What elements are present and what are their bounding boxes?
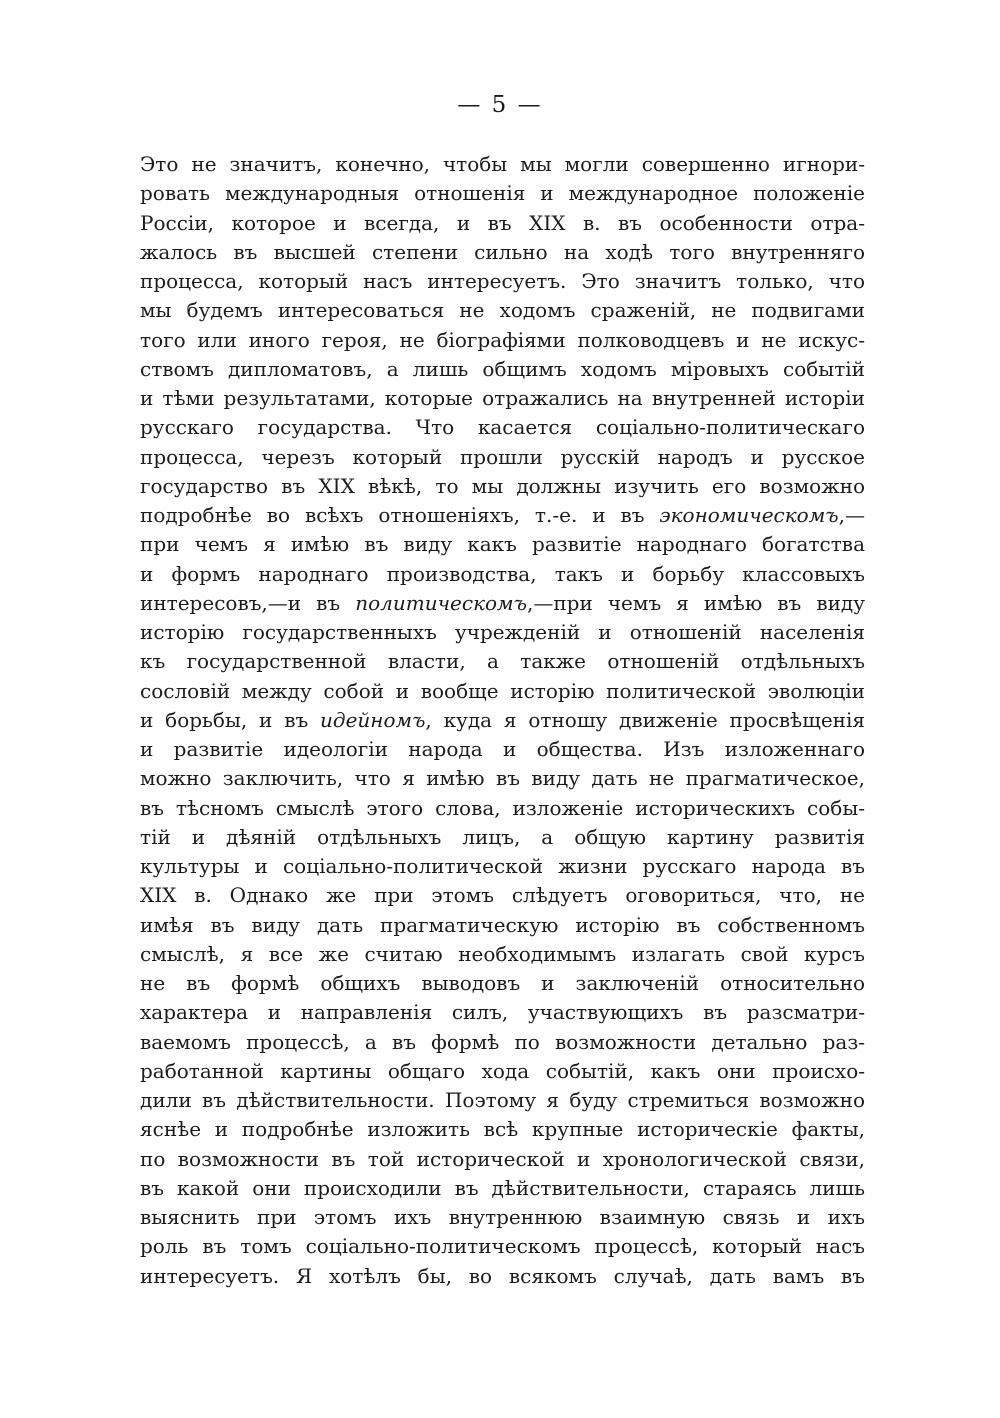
text-line: ваемомъ процессѣ, а въ формѣ по возможности детально раз-: [140, 1029, 865, 1054]
text-line: и развитіе идеологіи народа и общества. Изъ изложеннаго: [140, 737, 865, 761]
text-line: XIX в. Однако же при этомъ слѣдуетъ оговориться, что, не: [140, 883, 865, 908]
body-text: [140, 150, 865, 1291]
text-line: интересуетъ. Я хотѣлъ бы, во всякомъ случаѣ, дать вамъ въ: [140, 1263, 865, 1288]
text-line: русскаго государства. Что касается соціально-политическаго: [140, 415, 865, 440]
text-line: ствомъ дипломатовъ, а лишь общимъ ходомъ міровыхъ событій: [140, 356, 865, 381]
text-line: къ государственной власти, а также отношеній отдѣльныхъ: [140, 649, 865, 674]
emphasis-economic: экономическомъ: [659, 503, 839, 527]
page-number: — 5 —: [457, 92, 543, 118]
text-line: и тѣми результатами, которые отражались на внутренней исторіи: [140, 386, 865, 410]
text-line: ровать международныя отношенія и международное положеніе: [140, 181, 865, 206]
text-line: того или иного героя, не біографіями полководцевъ и не искус-: [140, 327, 865, 352]
emphasis-political: политическомъ: [355, 590, 527, 615]
text-line: Россіи, которое и всегда, и въ XIX в. въ особенности отра-: [140, 210, 865, 235]
text-line: дили въ дѣйствительности. Поэтому я буду стремиться возможно: [140, 1088, 865, 1112]
text-line: не въ формѣ общихъ выводовъ и заключеній относительно: [140, 971, 865, 995]
text-line: подробнѣе во всѣхъ отношеніяхъ, т.-е. и въ экономическомъ,—: [140, 503, 865, 527]
text-line: по возможности въ той исторической и хронологической связи,: [140, 1146, 865, 1171]
text-line: имѣя въ виду дать прагматическую исторію въ собственномъ: [140, 912, 865, 937]
text-line: сословій между собой и вообще исторію политической эволюціи: [140, 678, 865, 703]
text-line: при чемъ я имѣю въ виду какъ развитіе народнаго богатства: [140, 532, 865, 557]
text-line: можно заключить, что я имѣю въ виду дать не прагматическое,: [140, 766, 865, 791]
text-line: выяснить при этомъ ихъ внутреннюю взаимную связь и ихъ: [140, 1205, 865, 1229]
emphasis-ideological: идейномъ: [320, 707, 426, 732]
text-line: культуры и соціально-политической жизни русскаго народа въ: [140, 854, 865, 878]
text-line: характера и направленія силъ, участвующихъ въ разсматри-: [140, 1000, 865, 1025]
text-line: государство въ XIX вѣкѣ, то мы должны изучить его возможно: [140, 473, 865, 498]
text-line: жалось въ высшей степени сильно на ходѣ того внутренняго: [140, 239, 865, 264]
text-line: интересовъ,—и въ политическомъ,—при чемъ я имѣю въ виду: [140, 590, 865, 615]
text-line: мы будемъ интересоваться не ходомъ сраженій, не подвигами: [140, 298, 865, 323]
text-line: процесса, черезъ который прошли русскій народъ и русское: [140, 444, 865, 469]
text-line: въ какой они происходили въ дѣйствительности, стараясь лишь: [140, 1175, 865, 1200]
text-line: роль въ томъ соціально-политическомъ процессѣ, который насъ: [140, 1234, 865, 1259]
text-line: и борьбы, и въ идейномъ, куда я отношу движеніе просвѣщенія: [140, 707, 865, 732]
text-line: тій и дѣяній отдѣльныхъ лицъ, а общую картину развитія: [140, 824, 865, 849]
text-line: процесса, который насъ интересуетъ. Это значитъ только, что: [140, 269, 865, 293]
text-line: яснѣе и подробнѣе изложить всѣ крупные историческіе факты,: [140, 1117, 865, 1142]
text-line: работанной картины общаго хода событій, какъ они происхо-: [140, 1058, 865, 1083]
text-line: смыслѣ, я все же считаю необходимымъ излагать свой курсъ: [140, 941, 865, 966]
text-line: и формъ народнаго производства, такъ и борьбу классовыхъ: [140, 561, 865, 586]
text-line: въ тѣсномъ смыслѣ этого слова, изложеніе историческихъ собы-: [140, 795, 865, 820]
text-line: Это не значитъ, конечно, чтобы мы могли совершенно игнори-: [140, 152, 865, 176]
text-line: исторію государственныхъ учрежденій и отношеній населенія: [140, 620, 865, 644]
